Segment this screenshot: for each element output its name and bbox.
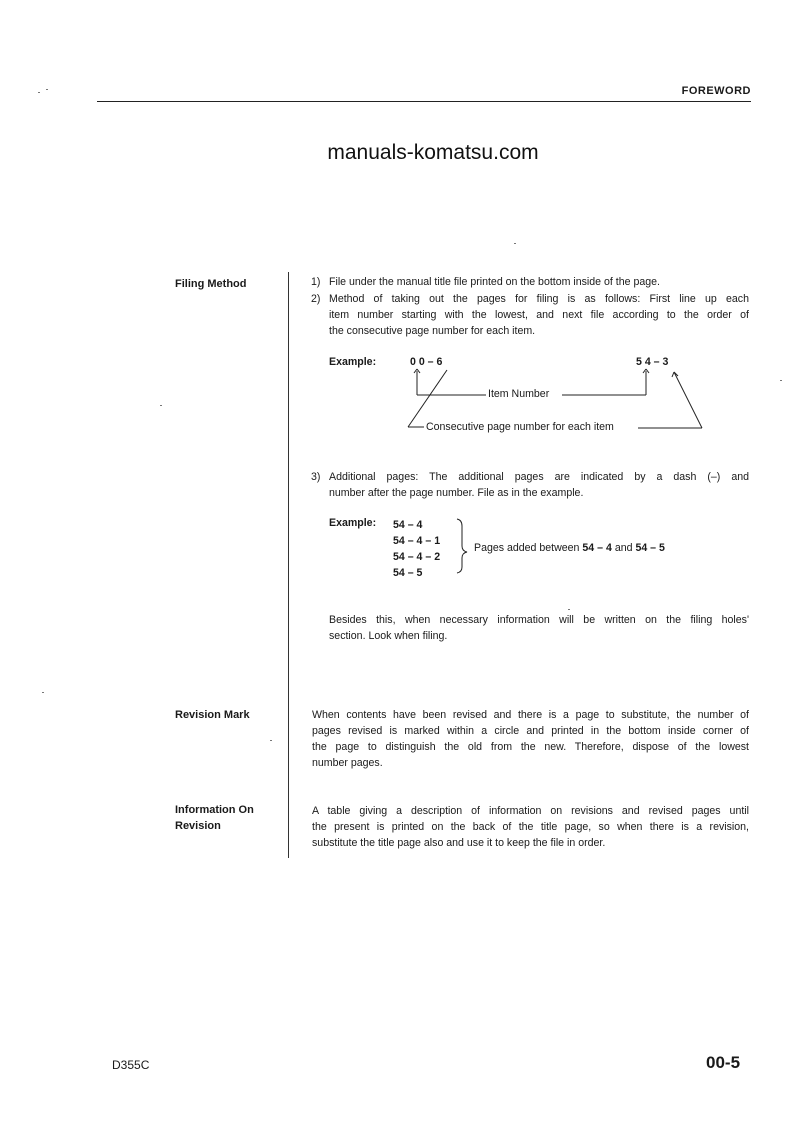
scan-speck [780,380,782,381]
paragraph-line: A table giving a description of information on revisions and revised pages until [312,805,749,817]
example-code-left: 0 0 – 6 [410,356,443,368]
revision-mark-heading: Revision Mark [175,709,250,721]
scan-speck [42,692,44,693]
paragraph-line: the present is printed on the back of the title page, so when there is a revision, [312,821,749,833]
example-code: 54 – 4 – 2 [393,551,441,563]
filing-besides-paragraph [329,612,749,644]
heading-line: Information On [175,804,254,816]
paragraph-line: substitute the title page also and use it to keep the file in order. [312,837,606,849]
paragraph-line: pages revised is marked within a circle and printed in the bottom inside corner of [312,725,749,737]
model-code: D355C [112,1058,150,1072]
paragraph-line: the page to distinguish the old from the new. Therefore, dispose of the lowest [312,741,749,753]
filing-method-heading: Filing Method [175,278,247,290]
heading-line: Revision [175,820,221,832]
paragraph-line: number pages. [312,757,383,769]
scan-speck [46,89,48,90]
watermark-text: manuals-komatsu.com [327,141,539,164]
example-label: Example: [329,356,377,368]
scan-speck [270,740,272,741]
paragraph-line: section. Look when filing. [329,630,448,642]
example-code: 54 – 5 [393,567,423,579]
example-code: 54 – 4 – 1 [393,535,441,547]
scan-speck [38,92,40,93]
info-revision-heading [175,802,254,834]
note-prefix: Pages added between [474,542,580,554]
item-text-line: Method of taking out the pages for filing is as follows: First line up each [329,293,749,305]
pages-added-note [474,542,665,554]
item-number: 2) [311,293,321,305]
example-label: Example: [329,517,377,529]
page-number: 00-5 [706,1053,741,1072]
note-page-a: 54 – 4 [582,542,612,554]
filing-item-3 [311,469,749,501]
scan-speck [160,405,162,406]
item-text: File under the manual title file printed on the bottom inside of the page. [329,276,660,288]
revision-mark-paragraph [312,707,749,771]
scan-speck [568,609,570,610]
example-code-list [393,517,440,581]
section-title: FOREWORD [681,85,751,97]
item-text-line: item number starting with the lowest, and next file according to the order of [329,309,749,321]
example-code: 54 – 4 [393,519,423,531]
item-text-line: the consecutive page number for each item. [329,325,536,337]
paragraph-line: Besides this, when necessary information will be written on the filing holes' [329,614,749,626]
item-number: 1) [311,276,321,288]
example-code-right: 5 4 – 3 [636,356,669,368]
note-page-b: 54 – 5 [635,542,665,554]
item-number: 3) [311,471,321,483]
item-text-line: number after the page number. File as in the example. [329,487,584,499]
note-and: and [614,542,633,554]
item-number-caption: Item Number [488,388,550,400]
item-text-line: Additional pages: The additional pages are indicated by a dash (–) and [329,471,749,483]
paragraph-line: When contents have been revised and there is a page to substitute, the number of [312,709,749,721]
info-revision-paragraph [312,803,749,851]
scan-speck [514,243,516,244]
consecutive-caption: Consecutive page number for each item [426,421,614,433]
